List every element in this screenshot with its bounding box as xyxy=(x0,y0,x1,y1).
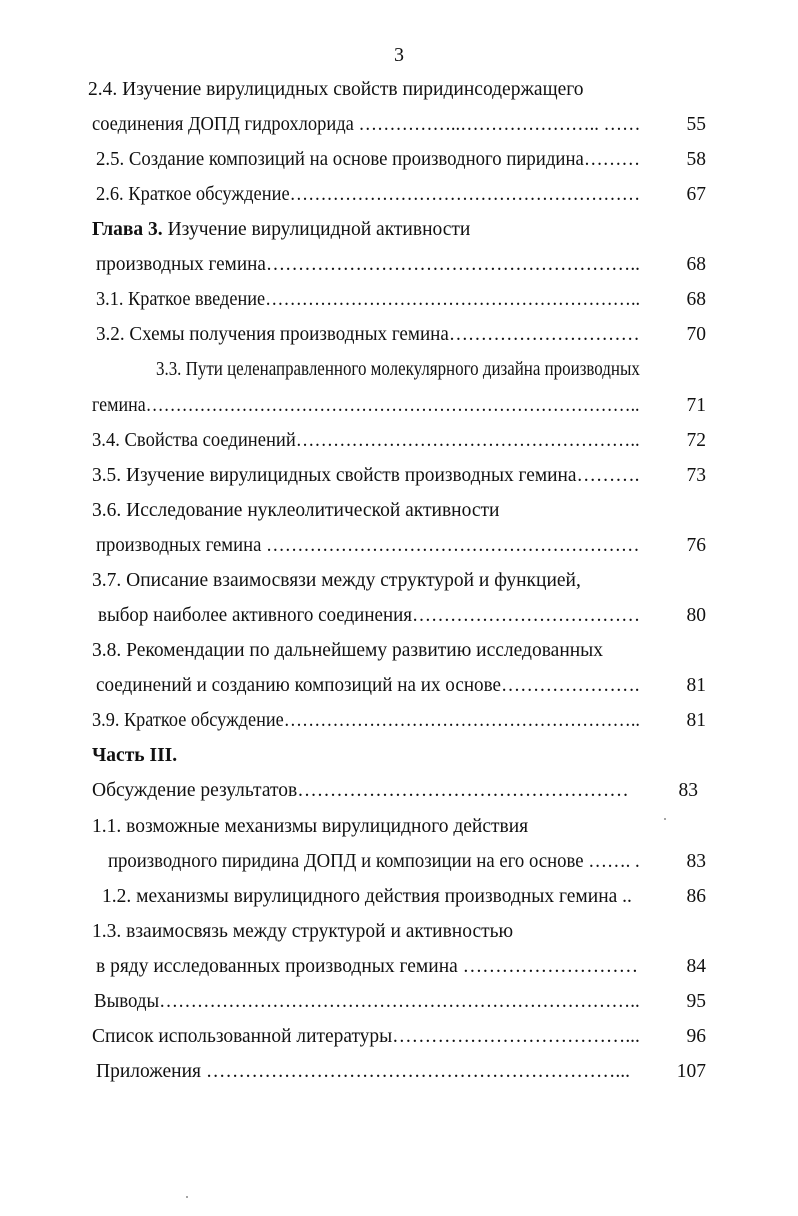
scan-speck xyxy=(664,818,666,820)
toc-line-3-2: 3.2. Схемы получения производных гемина………………………… xyxy=(96,324,640,345)
toc-line-2-5: 2.5. Создание композиций на основе производного пиридина……… xyxy=(96,149,641,170)
toc-line-discussion: Обсуждение результатов…………………………………………… xyxy=(92,780,629,801)
toc-line-3-7-cont: выбор наиболее активного соединения……………………………… xyxy=(98,605,641,626)
toc-page-number: 67 xyxy=(686,184,706,205)
scan-speck xyxy=(186,1196,188,1198)
toc-page-number: 71 xyxy=(686,395,706,416)
toc-line-1-1: 1.1. возможные механизмы вирулицидного действия xyxy=(92,816,529,837)
toc-line-chapter-3-cont: производных гемина………………………………………………….. xyxy=(96,254,640,275)
toc-line-3-1: 3.1. Краткое введение…………………………………………………….. xyxy=(96,289,641,310)
toc-line-references: Список использованной литературы………………………………... xyxy=(92,1026,640,1047)
toc-line-3-6-cont: производных гемина …………………………………………………… xyxy=(96,535,640,556)
toc-line-chapter-3 xyxy=(92,218,470,242)
toc-line-conclusions: Выводы………………………………………………………………….. xyxy=(94,991,640,1012)
toc-page-number: 86 xyxy=(686,886,706,907)
toc-page-number: 83 xyxy=(678,780,698,801)
toc-page-number: 70 xyxy=(686,324,706,345)
toc-page-number: 76 xyxy=(686,535,706,556)
toc-page-number: 68 xyxy=(686,289,706,310)
toc-line-1-1-cont: производного пиридина ДОПД и композиции на его основе ……. . xyxy=(108,851,640,872)
toc-line-3-3-cont: гемина……………………………………………………………………….. xyxy=(92,395,640,416)
toc-page-number: 73 xyxy=(686,465,706,486)
page-number: 3 xyxy=(394,44,404,66)
toc-page-number: 55 xyxy=(686,114,706,135)
toc-line-3-4: 3.4. Свойства соединений……………………………………………….. xyxy=(92,430,640,451)
chapter-label: Глава 3. xyxy=(92,219,163,240)
toc-page-number: 84 xyxy=(686,956,706,977)
toc-line-1-3: 1.3. взаимосвязь между структурой и активностью xyxy=(92,921,514,942)
toc-line-3-6: 3.6. Исследование нуклеолитической активности xyxy=(92,500,500,521)
toc-page-number: 81 xyxy=(686,675,706,696)
toc-line-3-3: 3.3. Пути целенаправленного молекулярного дизайна производных xyxy=(156,359,640,380)
toc-page-number: 95 xyxy=(686,991,706,1012)
toc-line-2-4: 2.4. Изучение вирулицидных свойств пиридинсодержащего xyxy=(88,79,584,100)
toc-line-part-3: Часть III. xyxy=(92,745,178,766)
toc-page-number: 83 xyxy=(686,851,706,872)
toc-page-number: 72 xyxy=(686,430,706,451)
toc-line-3-7: 3.7. Описание взаимосвязи между структурой и функцией, xyxy=(92,570,581,591)
toc-line-3-8: 3.8. Рекомендации по дальнейшему развитию исследованных xyxy=(92,640,604,661)
toc-page-number: 107 xyxy=(676,1061,706,1082)
toc-line-3-8-cont: соединений и созданию композиций на их основе…………………. xyxy=(96,675,640,696)
toc-page-number: 96 xyxy=(686,1026,706,1047)
chapter-title: Изучение вирулицидной активности xyxy=(162,219,471,240)
toc-line-2-4-cont: соединения ДОПД гидрохлорида ……………..………………….. …… xyxy=(92,114,641,135)
toc-line-1-2: 1.2. механизмы вирулицидного действия производных гемина .. xyxy=(102,886,632,907)
toc-line-appendices: Приложения ………………………………………………………... xyxy=(96,1061,630,1082)
toc-page-number: 58 xyxy=(686,149,706,170)
toc-page-number: 80 xyxy=(686,605,706,626)
toc-line-3-9: 3.9. Краткое обсуждение………………………………………………….. xyxy=(92,710,640,731)
toc-line-2-6: 2.6. Краткое обсуждение………………………………………………… xyxy=(96,184,641,205)
toc-page-number: 81 xyxy=(686,710,706,731)
toc-page-number: 68 xyxy=(686,254,706,275)
toc-line-3-5: 3.5. Изучение вирулицидных свойств производных гемина………. xyxy=(92,465,640,486)
toc-line-1-3-cont: в ряду исследованных производных гемина ……………………… xyxy=(96,956,639,977)
